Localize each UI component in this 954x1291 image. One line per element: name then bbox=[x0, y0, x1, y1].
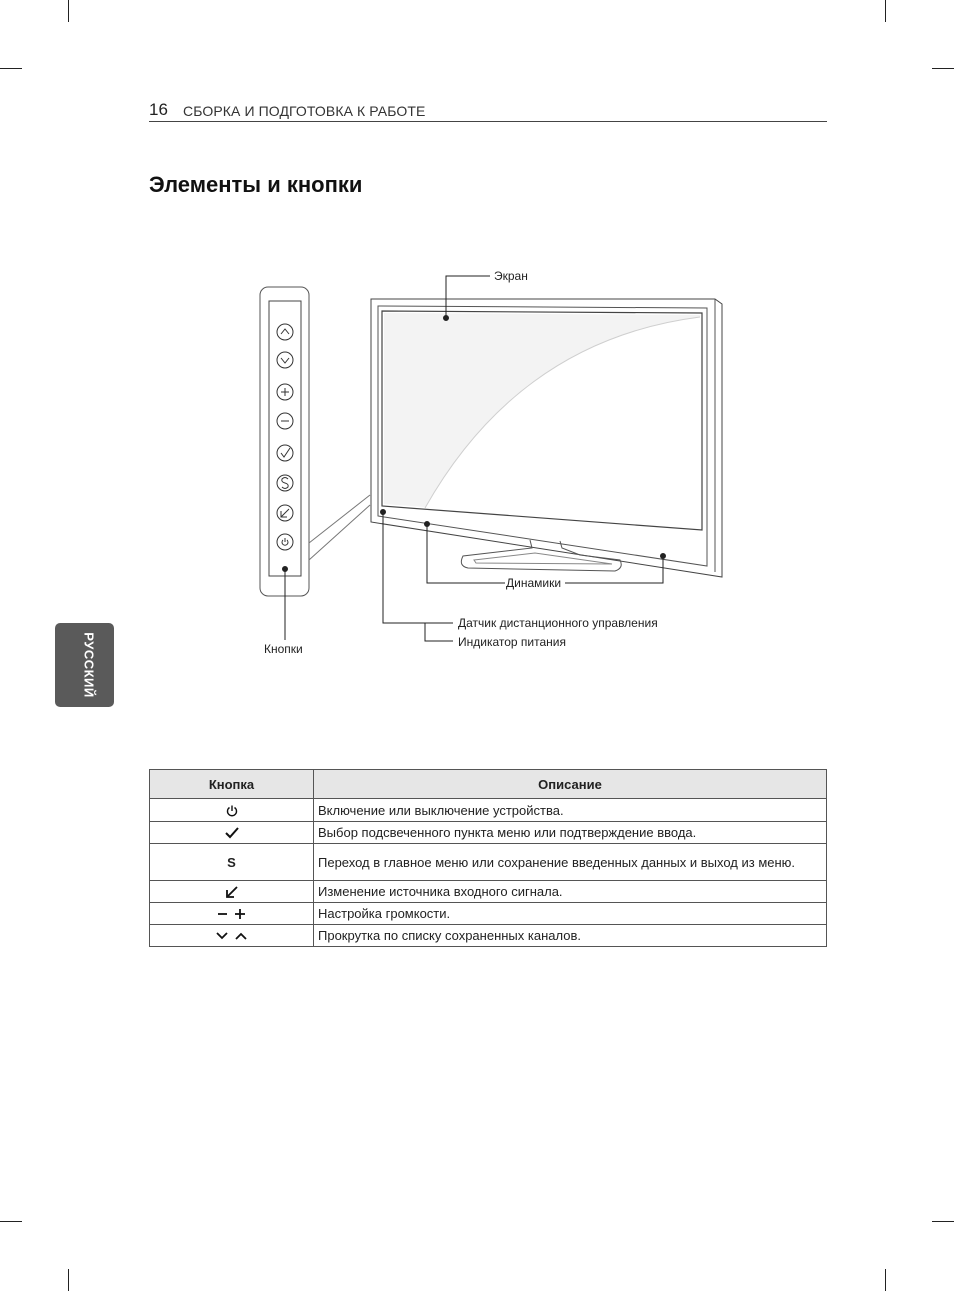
page-title: Элементы и кнопки bbox=[149, 172, 363, 197]
minus-plus-icon bbox=[216, 907, 248, 921]
panel-s-icon bbox=[277, 475, 293, 491]
language-tab-label: РУССКИЙ bbox=[81, 632, 97, 698]
panel-chevron-down-icon bbox=[277, 352, 293, 368]
buttons-table bbox=[149, 769, 827, 947]
label-speakers: Динамики bbox=[506, 576, 562, 590]
tv-body bbox=[371, 299, 722, 577]
table-cell-icon bbox=[150, 881, 314, 903]
table-cell-icon bbox=[150, 925, 314, 947]
button-panel bbox=[260, 287, 370, 596]
table-cell-description: Выбор подсвеченного пункта меню или подтверждение ввода. bbox=[314, 822, 827, 844]
crop-mark bbox=[885, 1269, 886, 1291]
table-cell-icon bbox=[150, 903, 314, 925]
crop-mark bbox=[68, 1269, 69, 1291]
table-row bbox=[150, 903, 827, 925]
s-icon: S bbox=[227, 854, 236, 870]
panel-chevron-up-icon bbox=[277, 324, 293, 340]
panel-input-icon bbox=[277, 505, 293, 521]
table-row bbox=[150, 844, 827, 881]
panel-minus-icon bbox=[277, 413, 293, 429]
table-cell-description: Изменение источника входного сигнала. bbox=[314, 881, 827, 903]
label-remote-sensor: Датчик дистанционного управления bbox=[458, 616, 658, 630]
check-icon bbox=[224, 826, 240, 840]
table-row bbox=[150, 881, 827, 903]
table-cell-icon bbox=[150, 822, 314, 844]
input-arrow-icon bbox=[225, 885, 239, 899]
label-buttons: Кнопки bbox=[264, 642, 303, 656]
panel-power-icon bbox=[277, 534, 293, 550]
power-icon bbox=[225, 804, 239, 818]
table-header-row bbox=[150, 770, 827, 799]
column-header-description: Описание bbox=[314, 770, 827, 799]
panel-check-icon bbox=[277, 445, 293, 461]
crop-mark bbox=[932, 1221, 954, 1222]
table-cell-description: Настройка громкости. bbox=[314, 903, 827, 925]
table-cell-icon bbox=[150, 844, 314, 881]
table-row bbox=[150, 822, 827, 844]
column-header-button: Кнопка bbox=[150, 770, 314, 799]
panel-plus-icon bbox=[277, 384, 293, 400]
table-cell-description: Переход в главное меню или сохранение введенных данных и выход из меню. bbox=[314, 844, 827, 881]
table-row bbox=[150, 799, 827, 822]
page-number: 16 bbox=[149, 100, 168, 119]
table-cell-description: Включение или выключение устройства. bbox=[314, 799, 827, 822]
table-cell-icon bbox=[150, 799, 314, 822]
chevron-down-up-icon bbox=[215, 929, 249, 943]
label-screen: Экран bbox=[494, 269, 528, 283]
table-cell-description: Прокрутка по списку сохраненных каналов. bbox=[314, 925, 827, 947]
label-power-indicator: Индикатор питания bbox=[458, 635, 566, 649]
crop-mark bbox=[0, 1221, 22, 1222]
table-row bbox=[150, 925, 827, 947]
section-title: СБОРКА И ПОДГОТОВКА К РАБОТЕ bbox=[183, 103, 426, 119]
